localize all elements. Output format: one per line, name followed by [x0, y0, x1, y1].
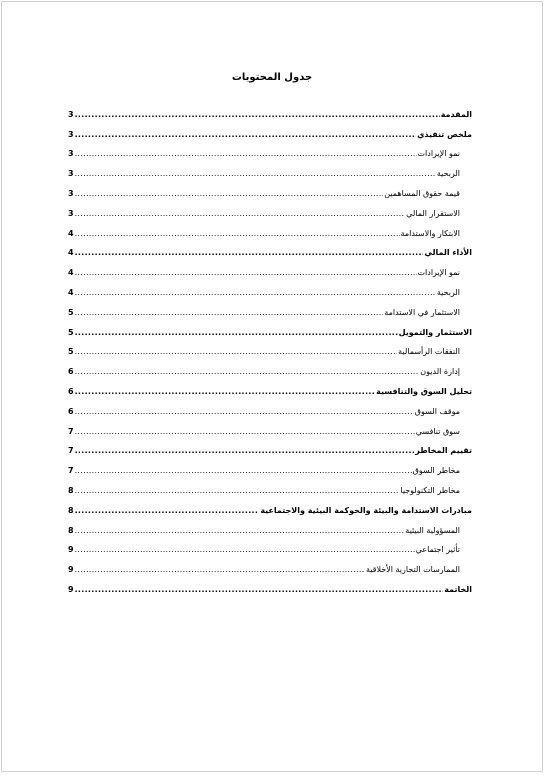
toc-dot-leader [75, 149, 417, 159]
toc-page-number: 9 [68, 584, 74, 594]
toc-page-number: 5 [68, 347, 74, 357]
toc-entry-label: الربحية [436, 169, 460, 179]
toc-dot-leader [75, 347, 398, 357]
toc-dot-leader [75, 486, 400, 496]
toc-dot-leader [75, 328, 398, 338]
toc-entry-label: مخاطر التكنولوجيا [400, 485, 460, 495]
toc-page-number: 8 [68, 485, 74, 495]
toc-entry-label: الاستقرار المالي [406, 208, 460, 218]
toc-entry[interactable] [68, 357, 472, 377]
toc-page-number: 5 [68, 307, 74, 317]
toc-dot-leader [75, 268, 417, 278]
toc-page-number: 8 [68, 525, 74, 535]
toc-entry[interactable] [68, 377, 472, 397]
toc-entry-label: مخاطر السوق [412, 466, 460, 476]
toc-page-number: 3 [68, 149, 74, 159]
toc-entry[interactable] [68, 159, 472, 179]
toc-dot-leader [75, 387, 376, 397]
toc-dot-leader [75, 169, 436, 179]
toc-entry[interactable] [68, 516, 472, 536]
toc-entry-label: الاستثمار في الاستدامة [384, 307, 460, 317]
toc-entry-label: الممارسات التجارية الأخلاقية [365, 565, 460, 575]
toc-page-number: 7 [68, 426, 74, 436]
toc-page-number: 6 [68, 386, 74, 396]
toc-dot-leader [75, 229, 400, 239]
toc-dot-leader [75, 248, 424, 258]
toc-page-number: 4 [68, 228, 74, 238]
toc-entry-label: الخاتمة [444, 584, 472, 594]
toc-entry[interactable] [68, 179, 472, 199]
toc-page-number: 6 [68, 367, 74, 377]
toc-dot-leader [75, 506, 260, 516]
toc-dot-leader [75, 110, 440, 120]
toc-entry-label: الاستثمار والتمويل [398, 327, 472, 337]
toc-page-number: 5 [68, 327, 74, 337]
toc-entry[interactable] [68, 318, 472, 338]
toc-entry[interactable] [68, 100, 472, 120]
toc-dot-leader [75, 288, 436, 298]
toc-entry-label: الأداء المالي [424, 248, 472, 258]
toc-page-number: 3 [68, 109, 74, 119]
toc-page-number: 3 [68, 208, 74, 218]
toc-entry[interactable] [68, 437, 472, 457]
toc-entry-label: قيمة حقوق المساهمين [384, 188, 460, 198]
toc-entry[interactable] [68, 496, 472, 516]
toc-entry[interactable] [68, 140, 472, 160]
toc-page-number: 4 [68, 268, 74, 278]
toc-page-number: 7 [68, 466, 74, 476]
toc-entry[interactable] [68, 278, 472, 298]
toc-page-number: 3 [68, 188, 74, 198]
toc-dot-leader [75, 367, 420, 377]
toc-dot-leader [75, 545, 415, 555]
toc-entry-label: نمو الإيرادات [417, 268, 460, 278]
toc-page-number: 7 [68, 446, 74, 456]
toc-entry-label: المقدمة [440, 109, 472, 119]
toc-page-number: 6 [68, 406, 74, 416]
toc-entry[interactable] [68, 456, 472, 476]
toc-dot-leader [75, 565, 365, 575]
toc-entry[interactable] [68, 338, 472, 358]
toc-dot-leader [75, 585, 444, 595]
toc-entry[interactable] [68, 575, 472, 595]
toc-entry-label: إدارة الديون [420, 367, 460, 377]
toc-entry[interactable] [68, 120, 472, 140]
toc-entry[interactable] [68, 199, 472, 219]
toc-page-number: 9 [68, 545, 74, 555]
toc-entry-label: موقف السوق [414, 406, 460, 416]
toc-entry[interactable] [68, 239, 472, 259]
toc-entry[interactable] [68, 417, 472, 437]
toc-entry-label: سوق تنافسي [415, 426, 460, 436]
toc-entry-label: الربحية [436, 287, 460, 297]
toc-dot-leader [75, 466, 412, 476]
toc-entry-label: مبادرات الاستدامة والبيئة والحوكمة البيئية والاجتماعية [260, 505, 472, 515]
toc-entry[interactable] [68, 258, 472, 278]
toc-page-number: 3 [68, 169, 74, 179]
table-of-contents [68, 100, 472, 595]
toc-page-number: 9 [68, 565, 74, 575]
toc-entry[interactable] [68, 298, 472, 318]
toc-page-number: 4 [68, 287, 74, 297]
toc-entry-label: الابتكار والاستدامة [400, 228, 460, 238]
toc-page-number: 3 [68, 129, 74, 139]
toc-dot-leader [75, 427, 415, 437]
toc-dot-leader [75, 130, 416, 140]
toc-dot-leader [75, 526, 405, 536]
document-page [1, 1, 543, 772]
toc-entry[interactable] [68, 219, 472, 239]
toc-page-number: 8 [68, 505, 74, 515]
toc-entry[interactable] [68, 536, 472, 556]
toc-entry[interactable] [68, 476, 472, 496]
toc-entry[interactable] [68, 555, 472, 575]
toc-entry-label: ملخص تنفيذي [417, 129, 472, 139]
toc-dot-leader [75, 308, 384, 318]
toc-dot-leader [75, 189, 384, 199]
toc-page-number: 4 [68, 248, 74, 258]
toc-entry-label: المسؤولية البيئية [405, 525, 460, 535]
toc-entry-label: النفقات الرأسمالية [398, 347, 460, 357]
toc-title: جدول المحتويات [231, 72, 313, 83]
toc-dot-leader [75, 446, 415, 456]
toc-entry-label: تقييم المخاطر [415, 446, 472, 456]
toc-entry-label: نمو الإيرادات [417, 149, 460, 159]
toc-dot-leader [75, 407, 414, 417]
toc-dot-leader [75, 209, 406, 219]
toc-entry-label: تحليل السوق والتنافسية [376, 386, 472, 396]
toc-entry-label: تأثير اجتماعي [415, 545, 460, 555]
toc-entry[interactable] [68, 397, 472, 417]
